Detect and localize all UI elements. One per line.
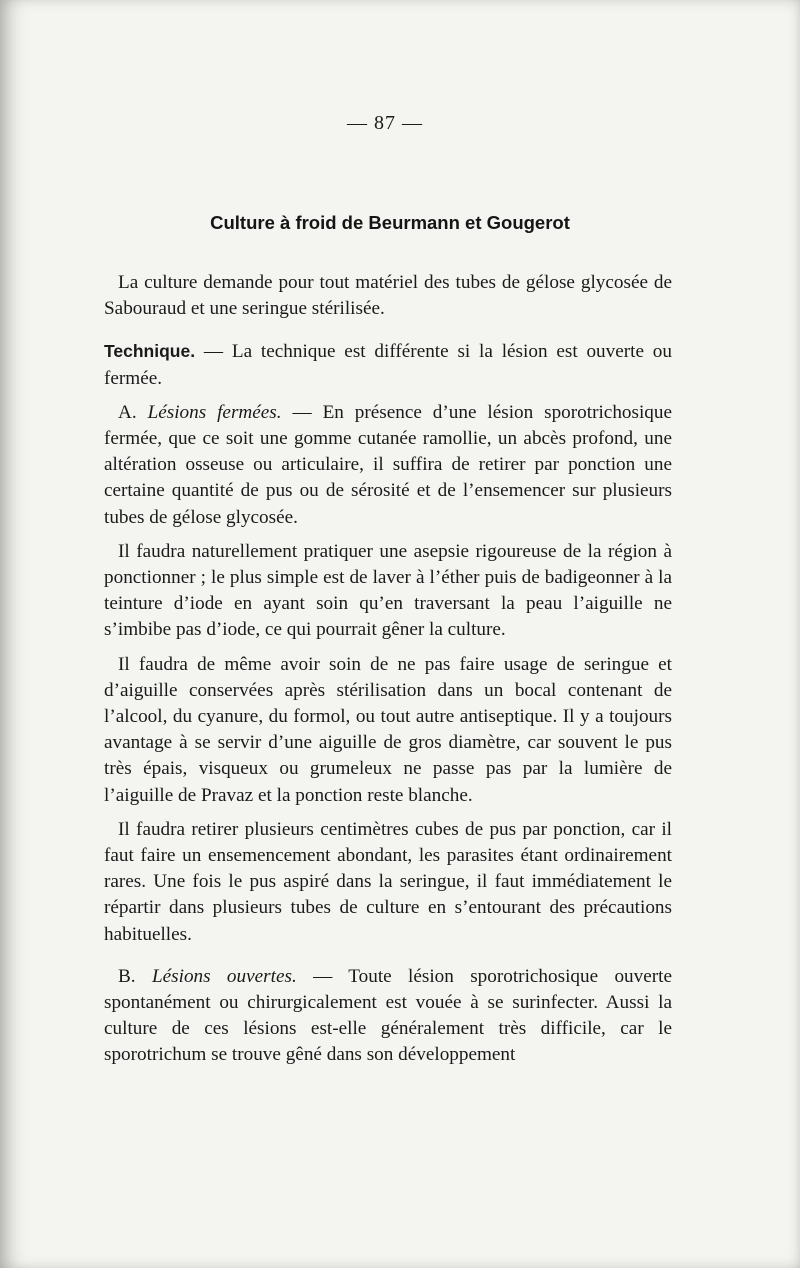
paragraph-open-lesions xyxy=(104,964,672,1069)
technique-text: — La technique est différente si la lésion est ouverte ou fermée. xyxy=(104,341,672,389)
technique-label: Technique. xyxy=(104,341,196,362)
page-number: — 87 — xyxy=(347,112,423,134)
paragraph-technique xyxy=(104,338,672,391)
closed-lesions-letter: A. xyxy=(118,401,137,423)
paragraph-materials: La culture demande pour tout matériel des tubes de gélose glycosée de Sabouraud et une seringue stérilisée. xyxy=(104,272,672,320)
body-text xyxy=(104,270,672,1085)
closed-lesions-text: — En présence d’une lésion sporotrichosique fermée, que ce soit une gomme cutanée ramollie, un abcès profond, une altération osseuse ou articulaire, il suffira de retirer par ponction une certaine quantité de pus ou de sérosité et de l’ensemencer sur plusieurs tubes de gélose glycosée. xyxy=(104,401,673,528)
paragraph-syringe: Il faudra de même avoir soin de ne pas faire usage de seringue et d’aiguille conservées après stérilisation dans un bocal contenant de l’alcool, du cyanure, du formol, ou tout autre antiseptique. Il y a toujours avantage à se servir d’une aiguille de gros diamètre, car souvent le pus très épais, visqueux ou grumeleux ne passe pas par la lumière de l’aiguille de Pravaz et la ponction reste blanche. xyxy=(104,653,672,806)
open-lesions-letter: B. xyxy=(118,965,136,987)
paragraph-quantity: Il faudra retirer plusieurs centimètres cubes de pus par ponction, car il faut faire un ensemencement abondant, les parasites étant ordinairement rares. Une fois le pus aspiré dans la seringue, il faut immédiatement le répartir dans plusieurs tubes de culture en s’entourant des précautions habituelles. xyxy=(104,818,672,945)
section-title: Culture à froid de Beurmann et Gougerot xyxy=(210,212,570,233)
closed-lesions-heading: Lésions fermées. xyxy=(147,401,282,423)
paragraph-asepsis: Il faudra naturellement pratiquer une asepsie rigoureuse de la région à ponctionner ; le plus simple est de laver à l’éther puis de badigeonner à la teinture d’iode en ayant soin qu’en traversant la peau l’aiguille ne s’imbibe pas d’iode, ce qui pourrait gêner la culture. xyxy=(104,540,672,641)
open-lesions-text: — Toute lésion sporotrichosique ouverte spontanément ou chirurgicalement est vouée à se surinfecter. Aussi la culture de ces lésions est-elle généralement très difficile, car le sporotrichum se trouve gêné dans son développement xyxy=(104,965,672,1066)
paragraph-closed-lesions xyxy=(104,400,672,531)
open-lesions-heading: Lésions ouvertes. xyxy=(151,965,297,987)
